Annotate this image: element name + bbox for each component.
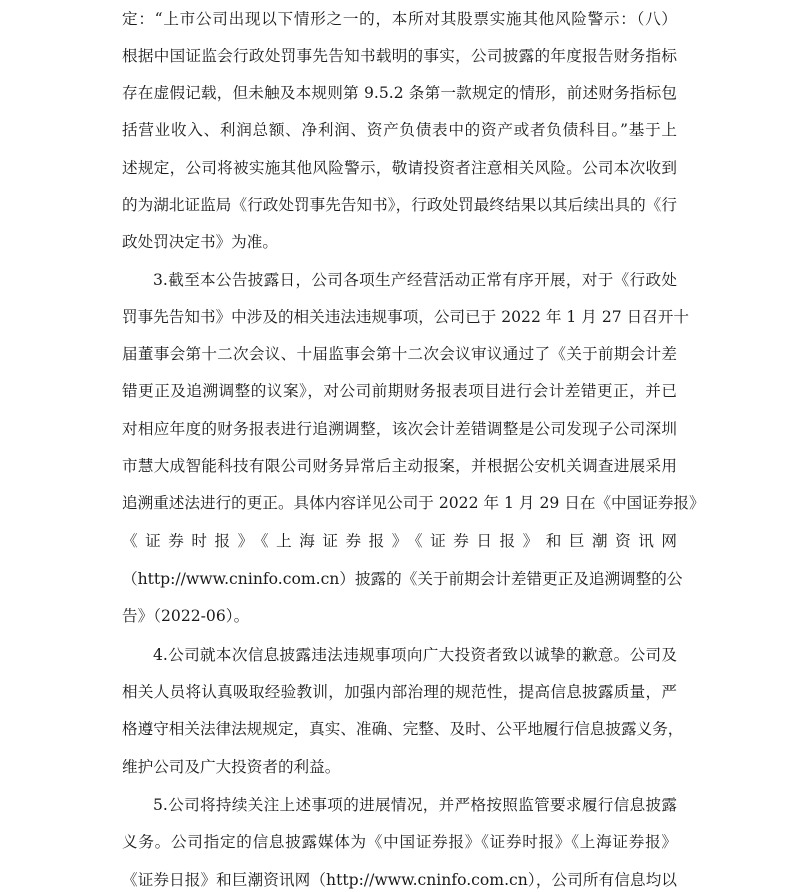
- text-line: 4.公司就本次信息披露违法违规事项向广大投资者致以诚挚的歉意。公司及: [153, 646, 677, 664]
- text-line: 《证券时报》《上海证券报》《证券日报》和巨潮资讯网: [122, 532, 677, 550]
- text-line: 义务。公司指定的信息披露媒体为《中国证券报》《证券时报》《上海证券报》: [122, 833, 677, 851]
- text-line: 的为湖北证监局《行政处罚事先告知书》，行政处罚最终结果以其后续出具的《行: [122, 196, 677, 214]
- text-line: 罚事先告知书》中涉及的相关违法违规事项，公司已于 2022 年 1 月 27 日召开十: [122, 308, 690, 326]
- text-line: 5.公司将持续关注上述事项的进展情况，并严格按照监管要求履行信息披露: [153, 796, 677, 814]
- text-line: 错更正及追溯调整的议案》，对公司前期财务报表项目进行会计差错更正，并已: [122, 382, 677, 400]
- text-line: 格遵守相关法律法规规定，真实、准确、完整、及时、公平地履行信息披露义务，: [122, 720, 684, 738]
- text-line: 《证券日报》和巨潮资讯网（http://www.cninfo.com.cn），公司所有信息均以: [122, 871, 677, 889]
- text-line: 述规定，公司将被实施其他风险警示，敬请投资者注意相关风险。公司本次收到: [122, 159, 677, 177]
- text-line: 届董事会第十二次会议、十届监事会第十二次会议审议通过了《关于前期会计差: [122, 345, 677, 363]
- text-line: 括营业收入、利润总额、净利润、资产负债表中的资产或者负债科目。”基于上: [122, 121, 677, 139]
- text-line: 根据中国证监会行政处罚事先告知书载明的事实，公司披露的年度报告财务指标: [122, 47, 677, 65]
- text-line: 定：“上市公司出现以下情形之一的，本所对其股票实施其他风险警示：（八）: [122, 10, 677, 28]
- text-line: 维护公司及广大投资者的利益。: [122, 758, 341, 776]
- text-line: （http://www.cninfo.com.cn）披露的《关于前期会计差错更正及追溯调整的公: [122, 570, 683, 588]
- text-line: 追溯重述法进行的更正。具体内容详见公司于 2022 年 1 月 29 日在《中国证券报》: [122, 494, 705, 512]
- text-line: 告》（2022-06）。: [122, 607, 250, 625]
- text-line: 相关人员将认真吸取经验教训，加强内部治理的规范性，提高信息披露质量，严: [122, 683, 677, 701]
- text-line: 市慧大成智能科技有限公司财务异常后主动报案，并根据公安机关调查进展采用: [122, 457, 677, 475]
- text-line: 政处罚决定书》为准。: [122, 233, 278, 251]
- text-line: 对相应年度的财务报表进行追溯调整，该次会计差错调整是公司发现子公司深圳: [122, 420, 677, 438]
- text-line: 3.截至本公告披露日，公司各项生产经营活动正常有序开展，对于《行政处: [153, 271, 677, 289]
- text-line: 存在虚假记载，但未触及本规则第 9.5.2 条第一款规定的情形，前述财务指标包: [122, 84, 677, 102]
